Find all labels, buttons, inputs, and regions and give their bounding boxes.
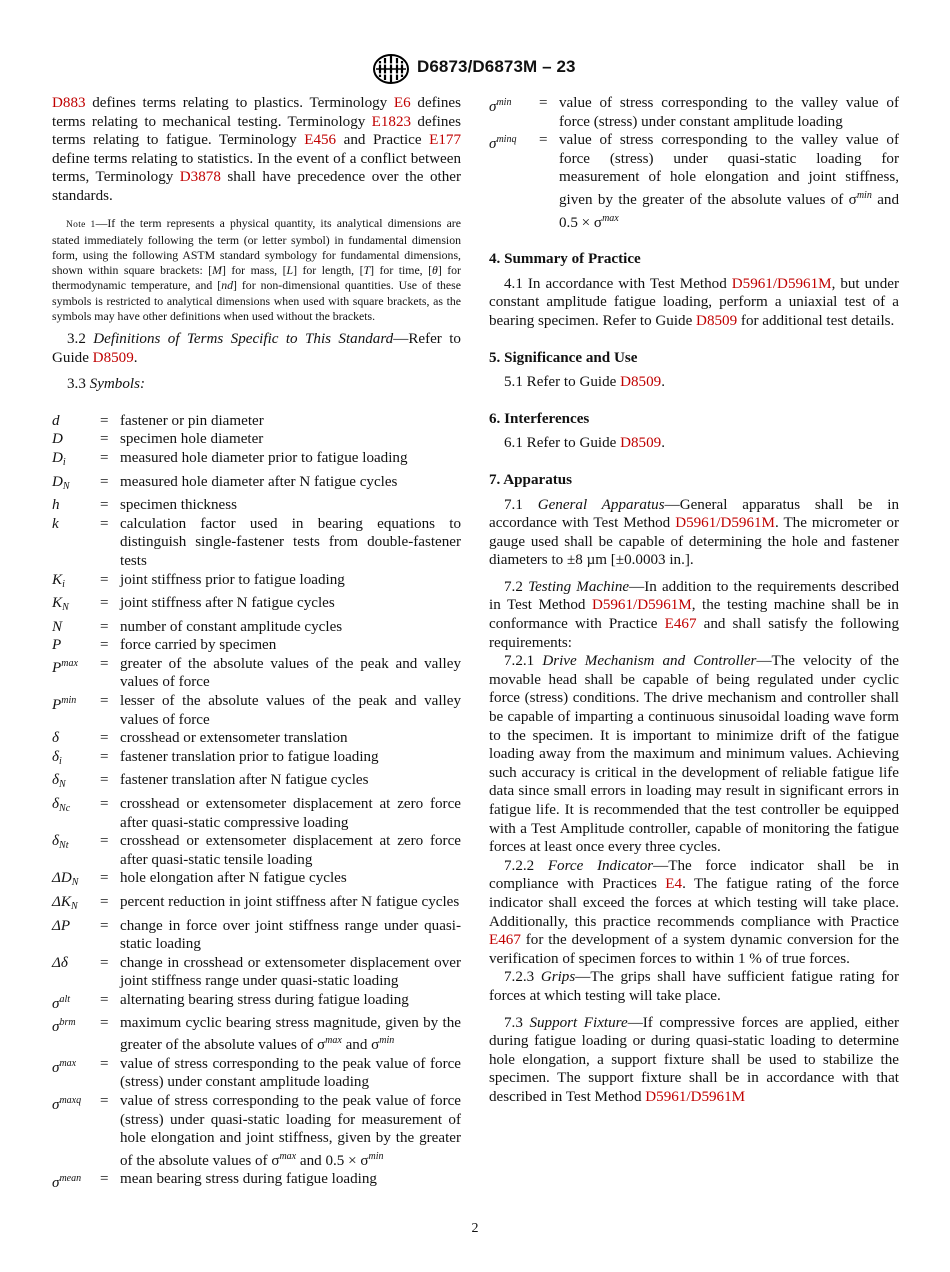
section-3-3: 3.3 Symbols: xyxy=(67,376,145,393)
ref-link[interactable]: D5961/D5961M xyxy=(731,275,832,292)
right-column xyxy=(489,94,899,1107)
page-number: 2 xyxy=(471,1221,479,1236)
symbol-definition: joint stiffness after N fatigue cycles xyxy=(120,595,335,612)
symbol: $\sigma^{brm}$ xyxy=(52,1016,76,1035)
symbol: $K_N$ xyxy=(52,595,69,614)
ref-link[interactable]: E456 xyxy=(304,132,337,149)
equals-sign: = xyxy=(100,431,109,448)
symbol-row xyxy=(52,729,461,748)
symbol-definition: maximum cyclic bearing stress magnitude, given by the greater of the absolute values of $\sigma^{max}$ and $\sigma^{min}$ xyxy=(120,1014,461,1054)
ref-link[interactable]: D5961/D5961M xyxy=(645,1088,746,1105)
symbol-row xyxy=(52,594,461,618)
symbol: d xyxy=(52,412,60,429)
symbol-definition: hole elongation after N fatigue cycles xyxy=(120,870,347,887)
section-6-1: 6.1 Refer to Guide D8509. xyxy=(504,435,665,452)
symbol: $\Delta K_N$ xyxy=(52,894,78,913)
equals-sign: = xyxy=(100,473,109,490)
symbol-definition: greater of the absolute values of the peak and valley values of force xyxy=(120,655,461,691)
symbol-definition: crosshead or extensometer displacement at zero force after quasi-static compressive loading xyxy=(120,796,461,831)
section-5-heading: 5. Significance and Use xyxy=(489,349,638,366)
symbol: $\sigma^{max}$ xyxy=(52,1057,77,1076)
symbol: $\sigma^{mean}$ xyxy=(52,1173,82,1192)
symbol-definition: number of constant amplitude cycles xyxy=(120,618,343,635)
equals-sign: = xyxy=(100,894,109,911)
equals-sign: = xyxy=(100,796,109,813)
equals-sign: = xyxy=(539,132,548,149)
symbol-row xyxy=(52,917,461,954)
ref-link[interactable]: D5961/D5961M xyxy=(591,597,692,614)
equals-sign: = xyxy=(100,637,109,654)
equals-sign: = xyxy=(100,497,109,514)
section-7-1: 7.1 General Apparatus—General apparatus shall be in accordance with Test Method D5961/D5961M. The micrometer or gauge used shall be capable of determining the hole and fastener diameters to ±8 µm [±0.0003 in.]. xyxy=(489,496,900,569)
symbol: $\delta_i$ xyxy=(52,748,62,767)
symbol-row xyxy=(52,515,461,571)
equals-sign: = xyxy=(100,571,109,588)
symbol-definition: specimen hole diameter xyxy=(120,431,264,448)
terminology-paragraph: D883 defines terms relating to plastics. Terminology E6 defines terms relating to mechanical testing. Terminology E1823 defines terms relating to fatigue. Terminology E456 and Practice E177 define terms relating to statistics. In the event of a conflict between terms, Terminology D3878 shall have precedence over the other standards. xyxy=(52,95,461,204)
symbol-row xyxy=(489,94,899,131)
equals-sign: = xyxy=(100,917,109,934)
symbol: k xyxy=(52,515,59,532)
section-7-heading: 7. Apparatus xyxy=(489,471,573,488)
ref-link[interactable]: D8509 xyxy=(92,349,134,366)
ref-link[interactable]: D8509 xyxy=(696,312,738,329)
symbol-row xyxy=(52,618,461,637)
equals-sign: = xyxy=(100,449,109,466)
symbol-row xyxy=(52,1092,461,1170)
ref-link[interactable]: D8509 xyxy=(620,374,662,391)
ref-link[interactable]: E177 xyxy=(429,132,461,149)
symbol-definition: percent reduction in joint stiffness after N fatigue cycles xyxy=(120,894,460,911)
symbol-row xyxy=(52,412,461,431)
ref-link[interactable]: D8509 xyxy=(620,435,662,452)
equals-sign: = xyxy=(100,833,109,850)
equals-sign: = xyxy=(100,655,109,672)
symbol-row xyxy=(489,131,899,232)
symbol-list-continued xyxy=(489,94,899,232)
symbol-definition: value of stress corresponding to the peak value of force (stress) under quasi-static loading for measurement of hole elongation and joint stiffness, given by the greater of the absolute values of $\sigma^{max}$ and $0.5 \times \sigma^{min}$ xyxy=(120,1092,461,1169)
symbol-definition: specimen thickness xyxy=(120,497,237,514)
symbol: $\delta_N$ xyxy=(52,772,66,791)
symbol-row xyxy=(52,430,461,449)
section-7-2-3: 7.2.3 Grips—The grips shall have sufficient fatigue rating for forces at which testing will take place. xyxy=(489,969,899,1004)
symbol-row xyxy=(52,869,461,893)
symbol-row xyxy=(52,473,461,497)
equals-sign: = xyxy=(100,1014,109,1031)
equals-sign: = xyxy=(100,412,109,429)
ref-link[interactable]: E4 xyxy=(665,876,683,893)
symbol-row xyxy=(52,1170,461,1193)
symbol-row xyxy=(52,748,461,772)
equals-sign: = xyxy=(100,954,109,971)
symbol-row xyxy=(52,1055,461,1092)
symbol: $\sigma^{min}$ xyxy=(489,97,512,115)
equals-sign: = xyxy=(100,595,109,612)
symbol-definition: alternating bearing stress during fatigue loading xyxy=(120,991,409,1008)
section-4-1: 4.1 In accordance with Test Method D5961/D5961M, but under constant amplitude fatigue loading, perform a uniaxial test of a bearing specimen. Refer to Guide D8509 for additional test details. xyxy=(489,275,899,329)
symbol: $\sigma^{minq}$ xyxy=(489,134,517,153)
symbol-row xyxy=(52,571,461,595)
symbol-row xyxy=(52,449,461,473)
symbol: Δδ xyxy=(52,954,68,971)
symbol: $P^{min}$ xyxy=(52,695,77,714)
ref-link[interactable]: E467 xyxy=(489,932,521,949)
symbol-definition: value of stress corresponding to the peak value of force (stress) under constant amplitude loading xyxy=(120,1055,461,1091)
symbol-row xyxy=(52,795,461,832)
section-7-2-1: 7.2.1 Drive Mechanism and Controller—The velocity of the movable head shall be capable of being regulated under cyclic force (stress) conditions. The drive mechanism and controller shall be capable of imparting a continuous sinusoidal loading wave form to the specimen. It is important to minimize drift of the fatigue loading away from the maximum and minimum values. Achieving such accuracy is critical in the development of reliable fatigue life data since small errors in loading may result in significant errors in fatigue life. It is recommended that the test controller be equipped with a Test Amplitude controller, capable of monitoring the fatigue forces at least once every three cycles. xyxy=(489,653,899,856)
symbol-row xyxy=(52,771,461,795)
symbol: N xyxy=(52,618,63,635)
left-column xyxy=(52,94,461,1193)
ref-link[interactable]: D3878 xyxy=(179,169,221,186)
symbol-row xyxy=(52,636,461,655)
symbol-definition: measured hole diameter after N fatigue cycles xyxy=(120,473,398,490)
symbol: $\delta_{Nc}$ xyxy=(52,796,71,815)
symbol-row xyxy=(52,832,461,869)
symbol-definition: fastener translation prior to fatigue loading xyxy=(120,748,379,765)
symbol: D xyxy=(52,431,63,448)
equals-sign: = xyxy=(100,772,109,789)
equals-sign: = xyxy=(100,1055,109,1072)
symbol-definition: lesser of the absolute values of the peak and valley values of force xyxy=(120,693,461,728)
symbol-definition: fastener or pin diameter xyxy=(120,412,264,429)
document-designation: D6873/D6873M – 23 xyxy=(417,57,576,76)
section-5-1: 5.1 Refer to Guide D8509. xyxy=(504,374,665,391)
symbol: P xyxy=(52,637,62,654)
symbol: $\sigma^{alt}$ xyxy=(52,993,71,1012)
section-6-heading: 6. Interferences xyxy=(489,410,590,427)
equals-sign: = xyxy=(100,991,109,1008)
astm-logo-icon xyxy=(372,54,410,84)
equals-sign: = xyxy=(100,870,109,887)
symbol-definition: mean bearing stress during fatigue loading xyxy=(120,1171,377,1188)
symbol-row xyxy=(52,655,461,692)
symbol-row xyxy=(52,692,461,729)
page-header xyxy=(0,54,950,84)
symbol-definition: crosshead or extensometer translation xyxy=(120,730,348,747)
section-4-heading: 4. Summary of Practice xyxy=(489,251,641,268)
symbol: ΔP xyxy=(52,917,71,934)
equals-sign: = xyxy=(100,730,109,747)
equals-sign: = xyxy=(100,1092,109,1109)
equals-sign: = xyxy=(100,1171,109,1188)
equals-sign: = xyxy=(100,618,109,635)
symbol: $D_i$ xyxy=(52,449,66,468)
symbol-row xyxy=(52,954,461,991)
symbol-definition: crosshead or extensometer displacement at zero force after quasi-static tensile loading xyxy=(120,833,461,868)
symbol: $K_i$ xyxy=(52,571,65,590)
symbol-definition: joint stiffness prior to fatigue loading xyxy=(120,571,345,588)
note-1: Note 1—If the term represents a physical quantity, its analytical dimensions are stated immediately following the term (or letter symbol) in fundamental dimension form, using the following ASTM standard symbology for fundamental dimensions, shown within square brackets: [M] for mass, [L] for length, [T] for time, [θ] for thermodynamic temperature, and [nd] for non-dimensional quantities. Use of these symbols is restricted to analytical dimensions when used with square brackets, as the symbols may have other definitions when used without the brackets. xyxy=(52,215,461,323)
symbol: $P^{max}$ xyxy=(52,657,78,676)
section-7-3: 7.3 Support Fixture—If compressive forces are applied, either during fatigue loading or during quasi-static loading to determine hole elongation, a support fixture shall be used to stabilize the specimen. The support fixture shall be in accordance with that described in Test Method D5961/D5961M xyxy=(489,1014,899,1105)
symbol-definition: fastener translation after N fatigue cycles xyxy=(120,772,369,789)
symbol: $\delta_{Nt}$ xyxy=(52,833,69,852)
symbol-row xyxy=(52,1014,461,1055)
symbol-definition: force carried by specimen xyxy=(120,637,277,654)
section-3-2: 3.2 Definitions of Terms Specific to This Standard—Refer to Guide D8509. xyxy=(52,330,461,366)
equals-sign: = xyxy=(100,515,109,532)
equals-sign: = xyxy=(539,95,548,111)
symbol-definition: value of stress corresponding to the valley value of force (stress) under constant amplitude loading xyxy=(559,95,899,130)
ref-link[interactable]: E467 xyxy=(664,616,697,633)
equals-sign: = xyxy=(100,748,109,765)
symbol-row xyxy=(52,991,461,1014)
section-7-2: 7.2 Testing Machine—In addition to the requirements described in Test Method D5961/D5961M, the testing machine shall be in conformance with Practice E467 and shall satisfy the following requirements: xyxy=(489,578,899,651)
symbol: $\Delta D_N$ xyxy=(52,870,79,889)
symbol-row xyxy=(52,496,461,515)
symbol: $\sigma^{maxq}$ xyxy=(52,1094,82,1113)
symbol-definition: change in crosshead or extensometer displacement over joint stiffness range under quasi-static loading xyxy=(120,954,461,990)
symbol: $D_N$ xyxy=(52,473,70,492)
symbol-definition: calculation factor used in bearing equations to distinguish single-fastener tests from double-fastener tests xyxy=(120,515,461,569)
ref-link[interactable]: D883 xyxy=(52,95,86,111)
symbol-list xyxy=(52,412,461,1193)
ref-link[interactable]: E6 xyxy=(393,95,411,111)
symbol: δ xyxy=(52,730,60,747)
section-7-2-2: 7.2.2 Force Indicator—The force indicator shall be in compliance with Practices E4. The fatigue rating of the force indicator shall exceed the forces at which testing will take place. Additionally, this practice recommends compliance with Practice E467 for the development of a system dynamic conversion for the verification of specimen forces to within 1 % of true forces. xyxy=(489,857,899,967)
equals-sign: = xyxy=(100,693,109,710)
symbol: h xyxy=(52,497,60,514)
ref-link[interactable]: D5961/D5961M xyxy=(675,515,775,532)
symbol-row xyxy=(52,893,461,917)
symbol-definition: change in force over joint stiffness range under quasi-static loading xyxy=(120,917,461,953)
ref-link[interactable]: E1823 xyxy=(371,113,412,130)
symbol-definition: value of stress corresponding to the valley value of force (stress) under quasi-static loading for measurement of hole elongation and joint stiffness, given by the greater of the absolute values of $\sigma^{min}$ and $0.5 \times \sigma^{max}$ xyxy=(559,132,899,231)
symbol-definition: measured hole diameter prior to fatigue loading xyxy=(120,449,408,466)
